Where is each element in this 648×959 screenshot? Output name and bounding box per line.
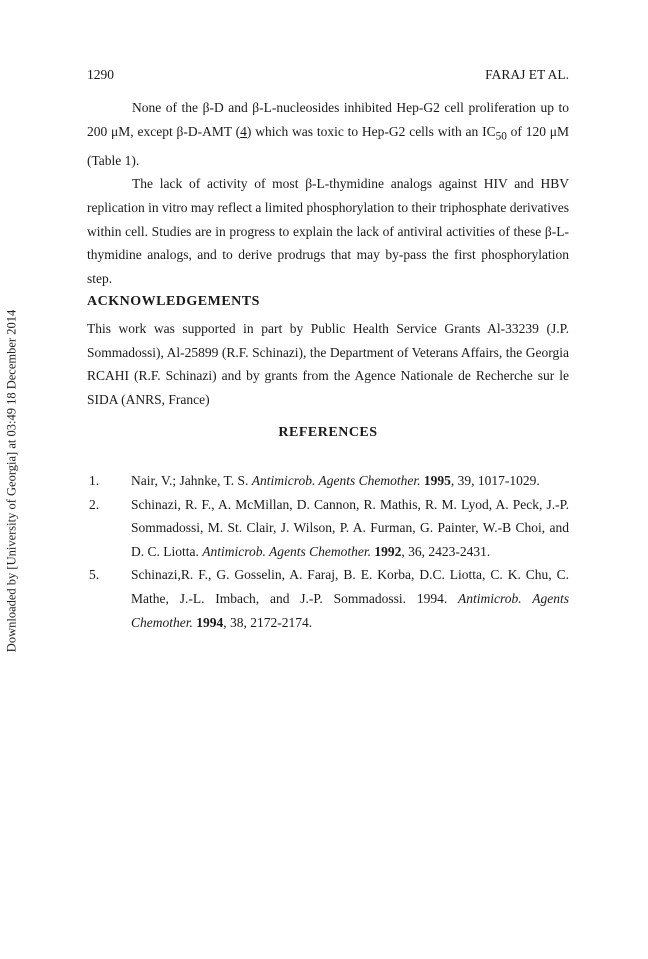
reference-item: 5. Schinazi,R. F., G. Gosselin, A. Faraj, B. E. Korba, D.C. Liotta, C. K. Chu, C. Mathe, J.-L. Imbach, and J.-P. Sommadossi. 1994. Antimicrob. Agents Chemother. 1994, 38, 2172-2174.: [89, 567, 569, 630]
download-note-text: Downloaded by [University of Georgia] at 03:49 18 December 2014: [4, 309, 19, 653]
compound-ref: 4: [240, 123, 247, 139]
paragraph-1: None of the β-D and β-L-nucleosides inhibited Hep-G2 cell proliferation up to 200 μM, except β-D-AMT (4) which was toxic to Hep-G2 cells with an $IC_{50}$ of 120 μM (Table 1).: [87, 100, 569, 168]
paragraph-2: The lack of activity of most β-L-thymidine analogs against HIV and HBV replication in vitro may reflect a limited phosphorylation to their triphosphate derivatives within cell. Studies are in progress to explain the lack of antiviral activities of these β-L-thymidine analogs, and to derive prodrugs that may by-pass the first phosphorylation step.: [87, 176, 569, 286]
reference-item: 1. Nair, V.; Jahnke, T. S. Antimicrob. Agents Chemother. 1995, 39, 1017-1029.: [89, 473, 540, 488]
reference-list: [87, 469, 569, 634]
acknowledgements-text: This work was supported in part by Public Health Service Grants Al-33239 (J.P. Sommadossi), Al-25899 (R.F. Schinazi), the Department of Veterans Affairs, the Georgia RCAHI (R.F. Schinazi) and by grants from the Agence Nationale de Recherche sur le SIDA (ANRS, France): [87, 321, 569, 407]
body-text: [87, 96, 569, 290]
acknowledgements-heading: ACKNOWLEDGEMENTS: [87, 294, 260, 309]
download-watermark: [2, 296, 22, 666]
running-head: FARAJ ET AL.: [485, 67, 569, 82]
references-heading: REFERENCES: [278, 425, 378, 440]
page-header: [87, 67, 569, 83]
ic50-subscript: 50: [495, 130, 507, 143]
reference-item: 2. Schinazi, R. F., A. McMillan, D. Cannon, R. Mathis, R. M. Lyod, A. Peck, J.-P. Sommadossi, M. St. Clair, J. Wilson, P. A. Furman, G. Painter, W.-B Choi, and D. C. Liotta. Antimicrob. Agents Chemother. 1992, 36, 2423-2431.: [89, 496, 569, 559]
page-number: 1290: [87, 67, 114, 82]
